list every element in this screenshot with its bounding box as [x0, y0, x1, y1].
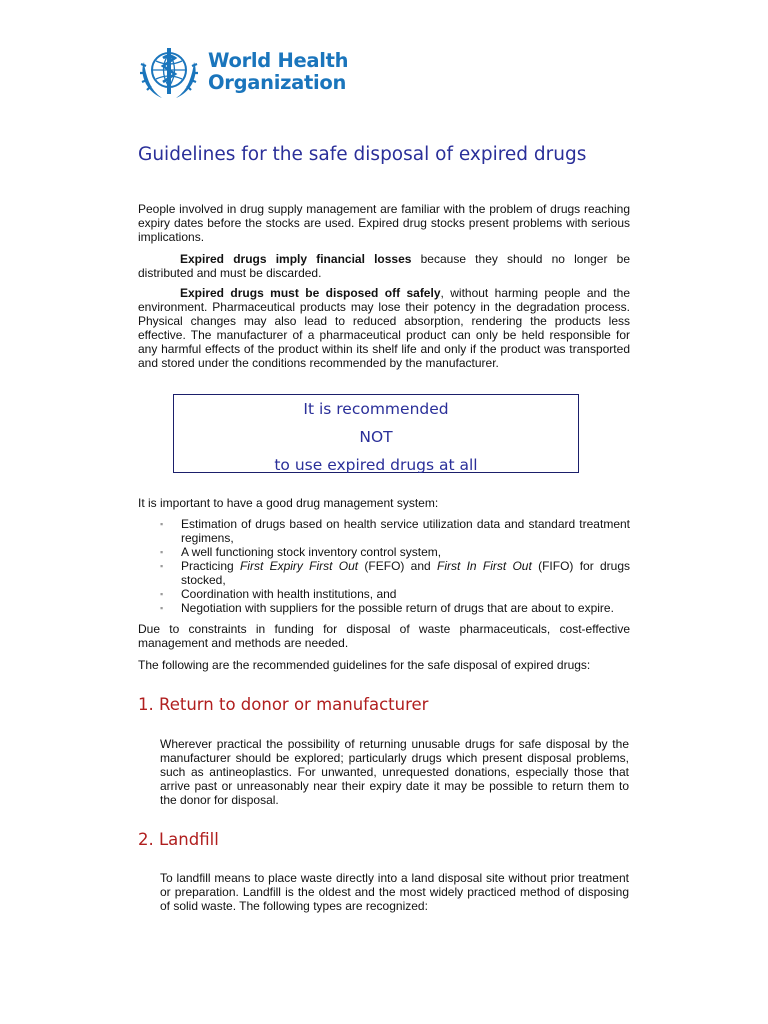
intro-paragraph-3 — [138, 286, 630, 370]
list-item-text: (FIFO) for drugs stocked, — [181, 559, 630, 587]
logo-line-1: World Health — [208, 49, 349, 72]
list-item — [160, 587, 630, 601]
list-item-text: Estimation of drugs based on health service utilization data and standard treatment regimens, — [181, 517, 630, 545]
constraints-paragraph: Due to constraints in funding for disposal of waste pharmaceuticals, cost-effective management and methods are needed. — [138, 622, 630, 650]
list-item-text: Practicing — [181, 559, 240, 573]
bullet-icon: ▪ — [160, 589, 164, 599]
following-paragraph: The following are the recommended guidelines for the safe disposal of expired drugs: — [138, 658, 591, 672]
intro-paragraph-3-rest: , without harming people and the environment. Pharmaceutical products may lose their potency in the degradation process. Physical changes may also lead to reduced absorption, rendering the products less effective. The manufacturer of a pharmaceutical product can only be held responsible for any harmful effects of the product within its shelf life and only if the product was transported and stored under the conditions recommended by the manufacturer. — [138, 286, 630, 370]
who-logo — [136, 40, 348, 104]
intro-paragraph-2-rest: because they should no longer be distributed and must be discarded. — [138, 252, 630, 280]
section-body-landfill: To landfill means to place waste directly into a land disposal site without prior treatment or preparation. Landfill is the oldest and the most widely practiced method of disposing of solid waste. The following types are recognized: — [160, 871, 629, 913]
intro-paragraph-1: People involved in drug supply management are familiar with the problem of drugs reaching expiry dates before the stocks are used. Expired drug stocks present problems with serious implications. — [138, 202, 630, 244]
list-item-text: (FEFO) and — [358, 559, 437, 573]
list-item-text: Coordination with health institutions, and — [181, 587, 397, 601]
recommendation-line-2: NOT — [359, 428, 393, 446]
section-body-return: Wherever practical the possibility of returning unusable drugs for safe disposal by the manufacturer should be explored; particularly drugs which present disposal problems, such as antineoplastics. For unwanted, unrequested donations, especially those that arrive past or unreasonably near their expiry date it may be possible to return them to the donor for disposal. — [160, 737, 629, 807]
logo-line-2: Organization — [208, 71, 347, 94]
fefo-term: First Expiry First Out — [239, 559, 359, 573]
recommendation-line-3: to use expired drugs at all — [274, 456, 478, 474]
section-heading-return: 1. Return to donor or manufacturer — [138, 695, 429, 714]
section-heading-landfill: 2. Landfill — [138, 830, 219, 849]
dispose-safely-bold: Expired drugs must be disposed off safely — [180, 286, 441, 300]
list-item — [160, 559, 630, 587]
bullet-icon: ▪ — [160, 603, 164, 613]
page-title: Guidelines for the safe disposal of expired drugs — [138, 144, 587, 165]
intro-paragraph-2 — [138, 252, 630, 280]
recommendation-box — [173, 394, 579, 473]
bullet-icon: ▪ — [160, 561, 164, 571]
logo-wordmark — [208, 50, 348, 94]
list-item-text: A well functioning stock inventory control system, — [181, 545, 442, 559]
list-item — [160, 545, 630, 559]
recommendation-line-1: It is recommended — [303, 400, 449, 418]
who-emblem-icon — [136, 40, 202, 104]
list-item — [160, 517, 630, 545]
bullet-icon: ▪ — [160, 519, 164, 529]
system-bullet-list — [160, 517, 630, 615]
list-item — [160, 601, 630, 615]
list-item-text: Negotiation with suppliers for the possible return of drugs that are about to expire. — [181, 601, 614, 615]
fifo-term: First In First Out — [436, 559, 532, 573]
system-lead: It is important to have a good drug management system: — [138, 496, 439, 510]
bullet-icon: ▪ — [160, 547, 164, 557]
financial-losses-bold: Expired drugs imply financial losses — [180, 252, 412, 266]
